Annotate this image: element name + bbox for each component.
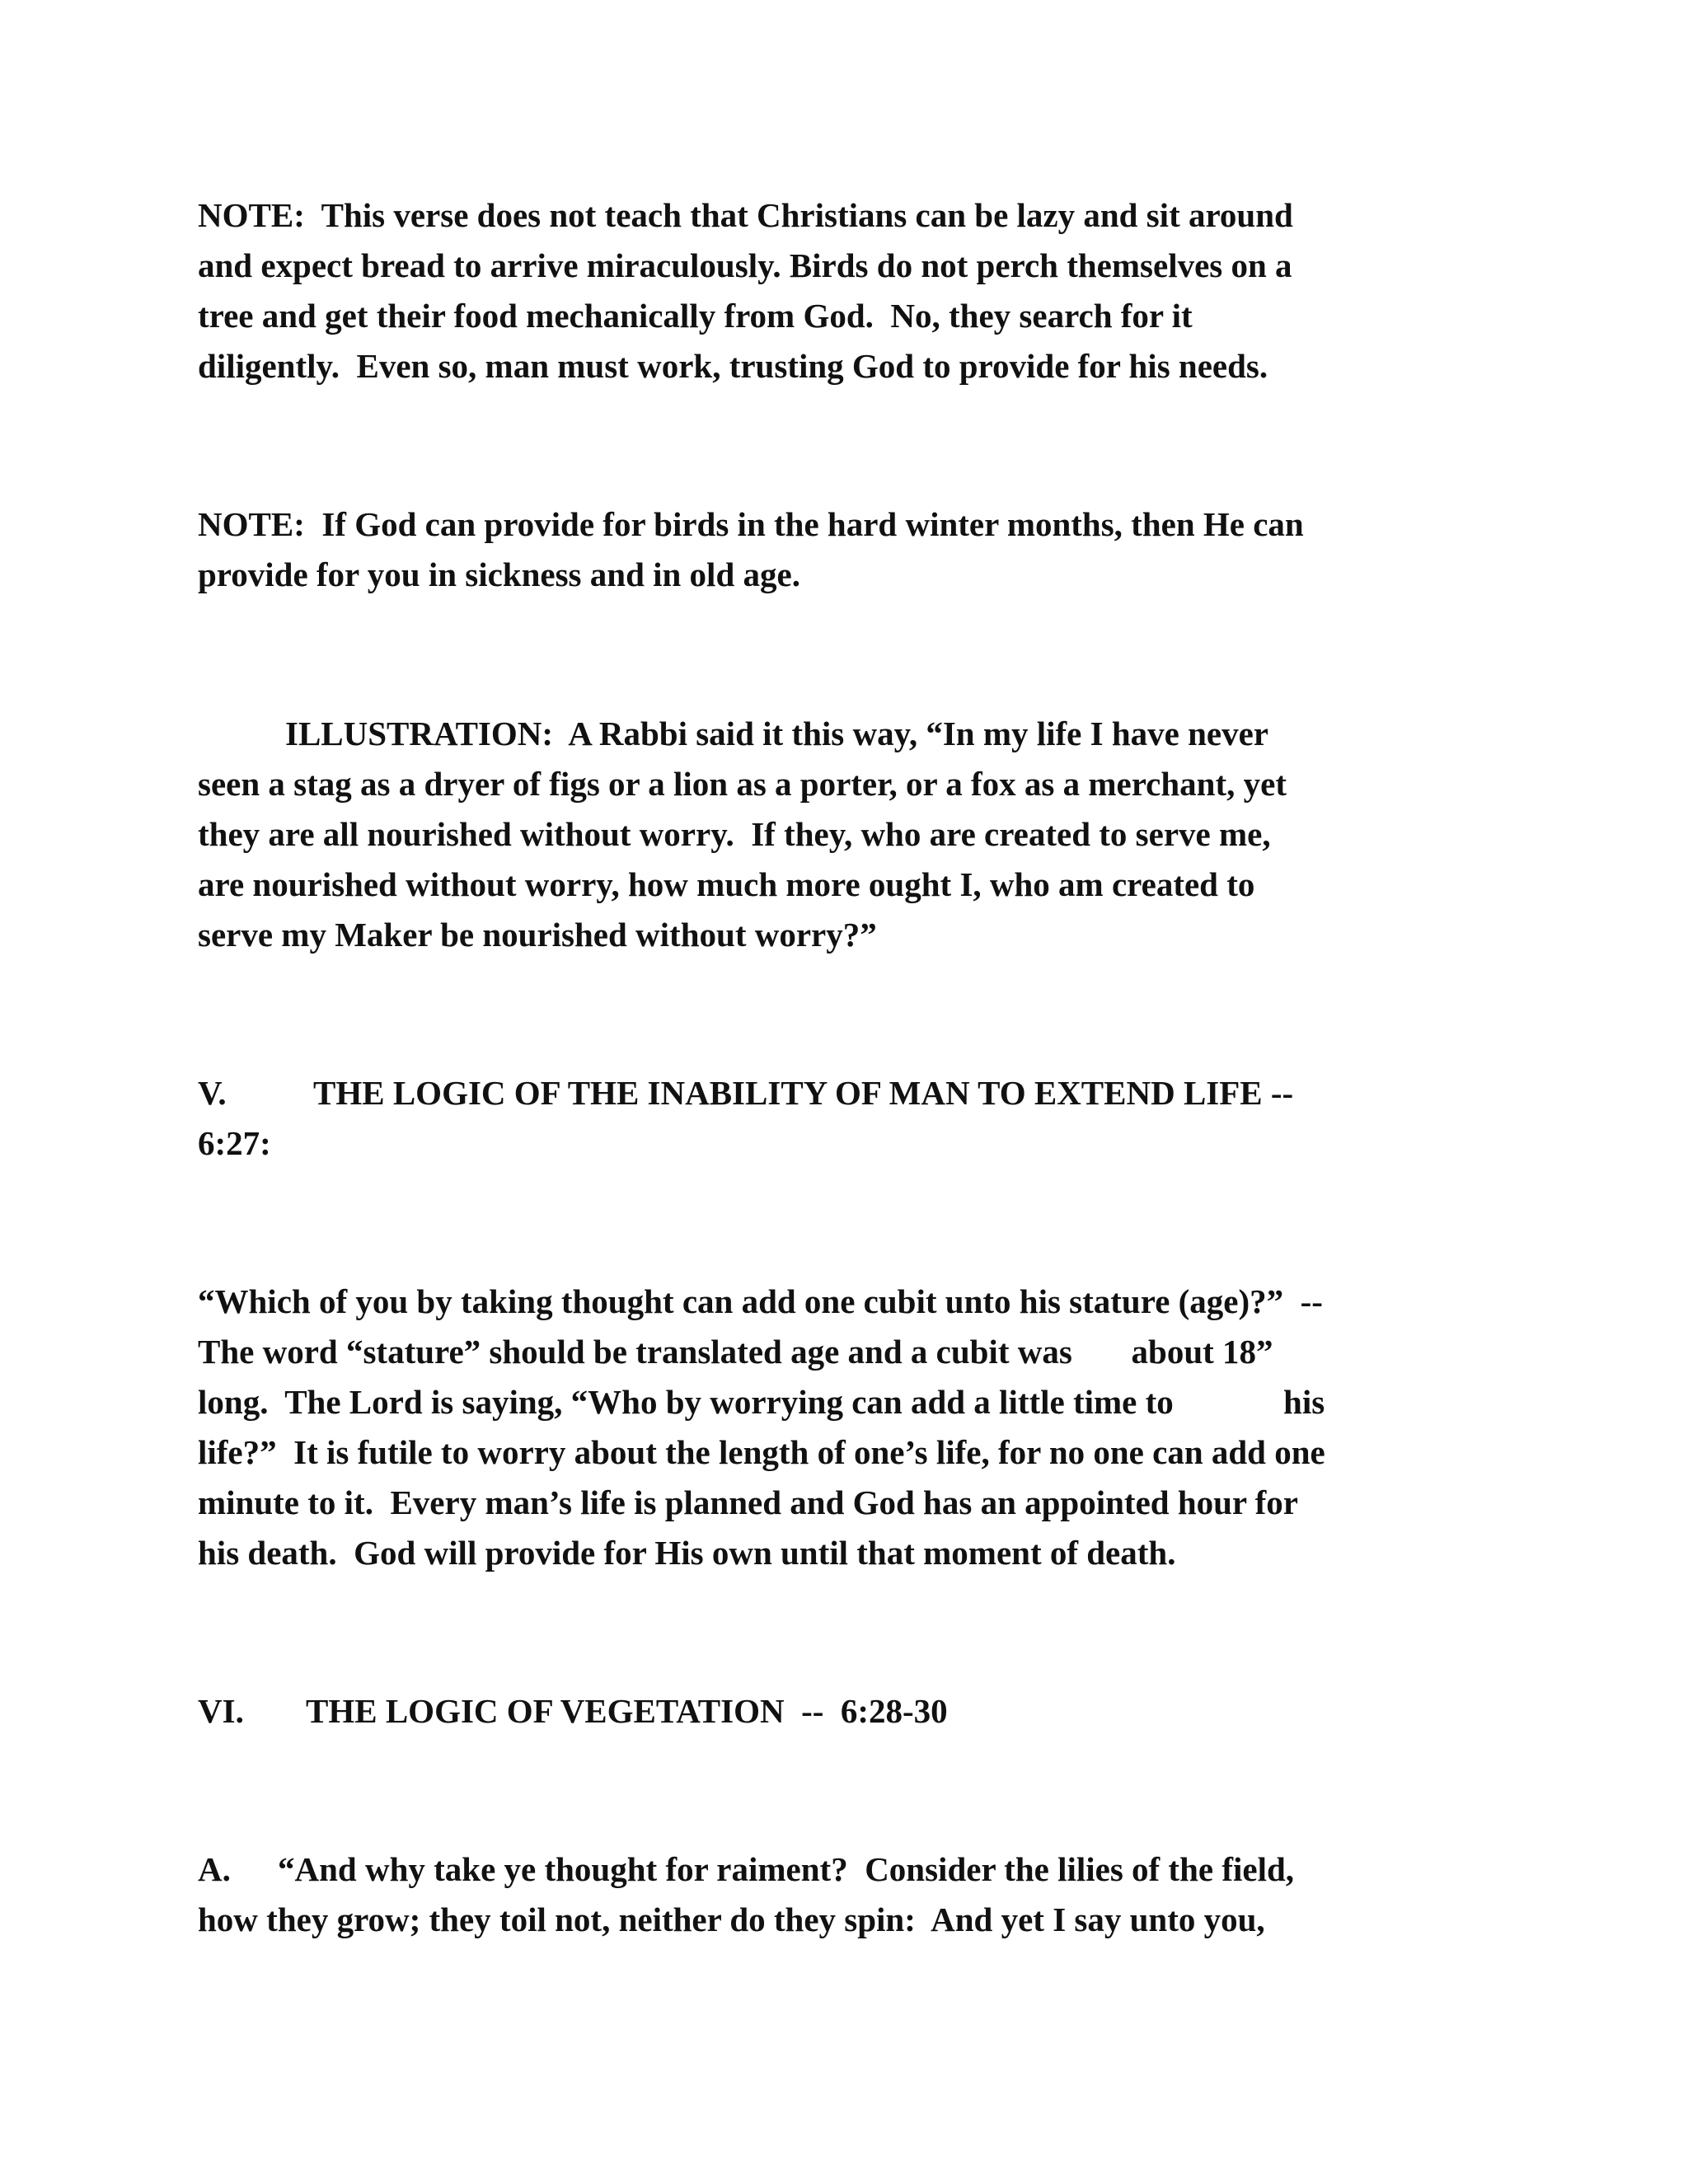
text-line: are nourished without worry, how much more ought I, who am created to (198, 865, 1255, 903)
point-text: “And why take ye thought for raiment? Consider the lilies of the field, (278, 1850, 1295, 1888)
text-line: his death. God will provide for His own until that moment of death. (198, 1534, 1176, 1572)
section-heading-line (198, 1073, 1293, 1113)
section-number: VI. (198, 1692, 244, 1730)
text-line: tree and get their food mechanically from God. No, they search for it (198, 297, 1193, 335)
section-heading-line (198, 1691, 948, 1731)
text-line: seen a stag as a dryer of figs or a lion as a porter, or a fox as a merchant, yet (198, 765, 1287, 803)
text-line: how they grow; they toil not, neither do they spin: And yet I say unto you, (198, 1900, 1265, 1938)
text-line: “Which of you by taking thought can add one cubit unto his stature (age)?” -- (198, 1282, 1323, 1320)
text-line: life?” It is futile to worry about the length of one’s life, for no one can add one (198, 1433, 1325, 1471)
text-line (198, 1849, 1294, 1889)
section-title-continued: 6:27: (198, 1124, 271, 1162)
text-line: ILLUSTRATION: A Rabbi said it this way, “In my life I have never (285, 715, 1268, 752)
text-line: NOTE: If God can provide for birds in the hard winter months, then He can (198, 505, 1304, 543)
section-title: THE LOGIC OF THE INABILITY OF MAN TO EXTEND LIFE -- (313, 1074, 1294, 1112)
text-line: they are all nourished without worry. If they, who are created to serve me, (198, 815, 1271, 853)
point-label: A. (198, 1850, 231, 1888)
section-title: THE LOGIC OF VEGETATION -- 6:28-30 (306, 1692, 948, 1730)
text-line: serve my Maker be nourished without worry?” (198, 916, 877, 954)
text-line: diligently. Even so, man must work, trusting God to provide for his needs. (198, 347, 1268, 385)
text-line: The word “stature” should be translated age and a cubit was about 18” (198, 1333, 1273, 1371)
text-line: NOTE: This verse does not teach that Christians can be lazy and sit around (198, 196, 1293, 234)
text-line: and expect bread to arrive miraculously. Birds do not perch themselves on a (198, 246, 1292, 284)
text-line: provide for you in sickness and in old age. (198, 555, 800, 593)
section-number: V. (198, 1074, 227, 1112)
text-line: long. The Lord is saying, “Who by worrying can add a little time to his (198, 1383, 1325, 1421)
text-line: minute to it. Every man’s life is planned and God has an appointed hour for (198, 1483, 1298, 1521)
